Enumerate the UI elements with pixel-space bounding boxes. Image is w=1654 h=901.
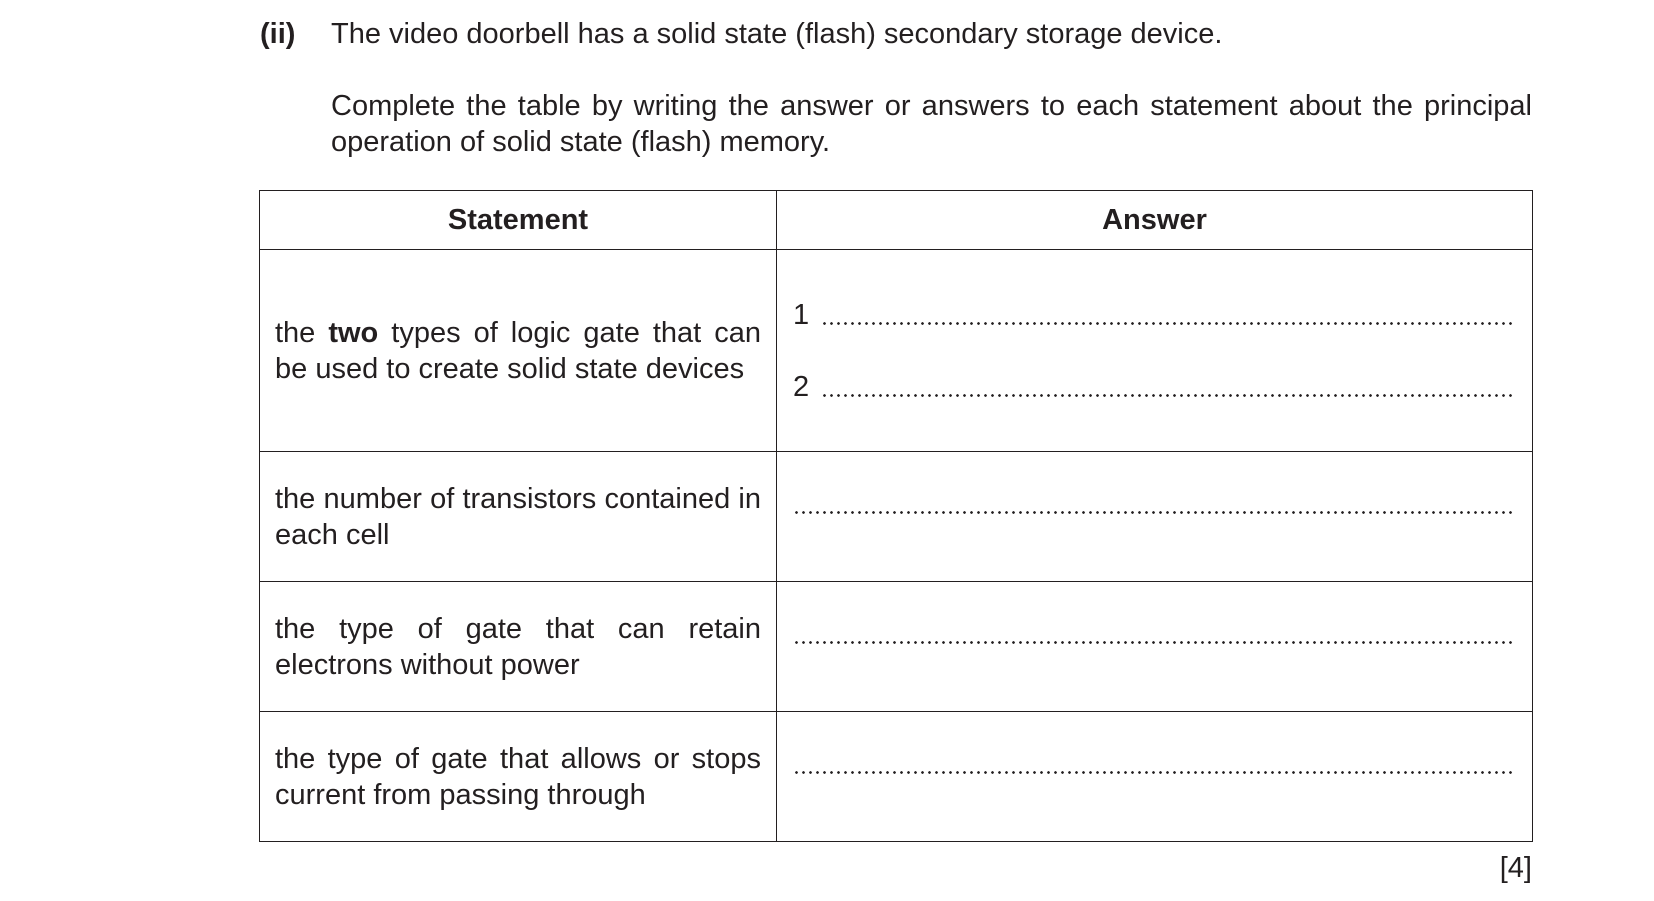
answer-cell[interactable] bbox=[777, 712, 1533, 842]
answer-line[interactable] bbox=[793, 297, 1514, 333]
statement-cell: the type of gate that allows or stops current from passing through bbox=[260, 712, 777, 842]
statement-text: types of logic gate that can be used to create solid state devices bbox=[275, 316, 761, 385]
answer-line[interactable] bbox=[793, 511, 1514, 522]
statement-text: the bbox=[275, 316, 329, 349]
header-answer: Answer bbox=[777, 191, 1533, 250]
statement-cell bbox=[260, 250, 777, 452]
statement-cell: the number of transistors contained in each cell bbox=[260, 452, 777, 582]
statement-emphasis: two bbox=[328, 316, 379, 349]
marks-allocation: [4] bbox=[1499, 852, 1532, 884]
table-row bbox=[260, 712, 1533, 842]
question-instruction: Complete the table by writing the answer or answers to each statement about the principal operation of solid state (flash) memory. bbox=[331, 90, 1532, 158]
table-header-row bbox=[260, 191, 1533, 250]
dotted-answer-line[interactable] bbox=[793, 511, 1514, 514]
table-row bbox=[260, 452, 1533, 582]
table-row bbox=[260, 582, 1533, 712]
answer-line[interactable] bbox=[793, 641, 1514, 652]
answer-cell[interactable] bbox=[777, 582, 1533, 712]
dotted-answer-line[interactable] bbox=[821, 394, 1514, 397]
header-statement: Statement bbox=[260, 191, 777, 250]
answer-cell[interactable] bbox=[777, 452, 1533, 582]
answer-number: 2 bbox=[793, 370, 810, 403]
answer-line[interactable] bbox=[793, 369, 1514, 405]
answer-number: 1 bbox=[793, 298, 810, 331]
table-row bbox=[260, 250, 1533, 452]
statement-cell: the type of gate that can retain electrons without power bbox=[260, 582, 777, 712]
dotted-answer-line[interactable] bbox=[793, 771, 1514, 774]
answer-table bbox=[259, 190, 1533, 842]
dotted-answer-line[interactable] bbox=[821, 322, 1514, 325]
question-number: (ii) bbox=[260, 18, 296, 50]
dotted-answer-line[interactable] bbox=[793, 641, 1514, 644]
answer-line[interactable] bbox=[793, 771, 1514, 782]
question-text: The video doorbell has a solid state (flash) secondary storage device. bbox=[331, 18, 1223, 50]
answer-cell[interactable] bbox=[777, 250, 1533, 452]
